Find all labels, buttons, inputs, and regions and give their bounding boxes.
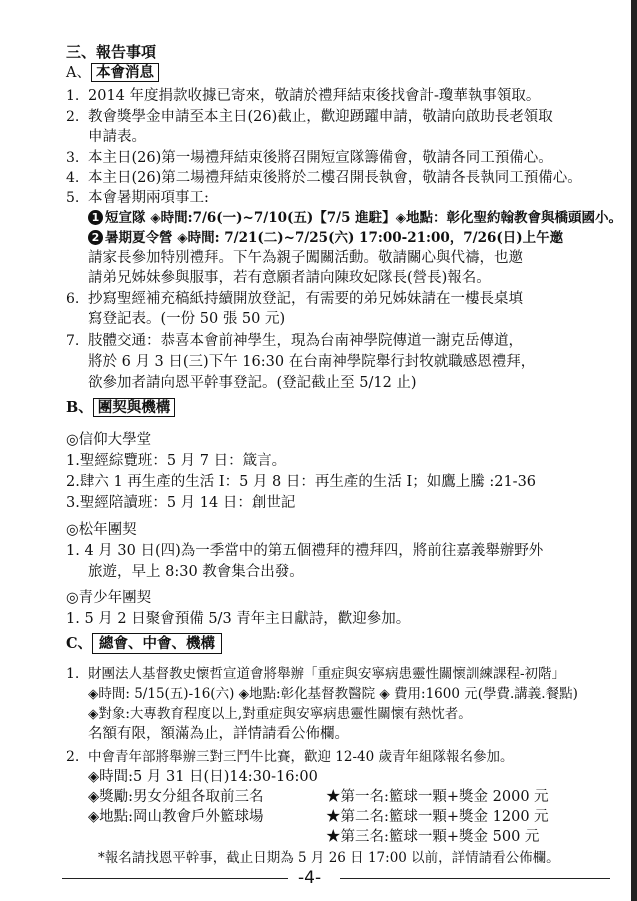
camp-2-line-2: 請家長參加特別禮拜。下午為親子闖關活動。敬請關心與代禱，也邀 [88,250,523,266]
prize-first: ★第一名:籃球一顆+獎金 2000 元 [326,789,549,805]
camp-2-text: 暑期夏令營 ◈時間: 7/21(二)~7/25(六) 17:00-21:00，7/26(日)上午邀 [105,230,564,246]
camp-1-text: 短宣隊 ◈時間:7/6(一)~7/10(五)【7/5 進駐】◈地點：彰化聖約翰教會與橋頭國小。 [105,210,623,226]
section-b-title: 團契與機構 [93,398,176,417]
section-b-label: B、 [66,399,93,416]
c-item-1-line-3: ◈對象:大專教育程度以上,對重症與安寧病患靈性關懷有熱忱者。 [88,706,472,722]
songnian-title: ◎松年團契 [66,522,137,538]
news-item-6: 抄寫聖經補充稿紙持續開放登記，有需要的弟兄姊妹請在一樓長桌填 [88,291,523,307]
list-item: 3.聖經陪讀班：5 月 14 日：創世記 [66,495,296,511]
list-item-cont: 旅遊，早上 8:30 教會集合出發。 [88,564,304,580]
page-number: -4- [298,868,322,888]
scan-edge [631,0,637,901]
prize-third: ★第三名:籃球一顆+獎金 500 元 [326,829,540,845]
item-number: 1. [66,88,80,104]
footer-rule-right [340,878,610,879]
section-c-header [66,634,222,654]
registration-note: *報名請找恩平幹事，截止日期為 5 月 26 日 17:00 以前，詳情請看公佈欄。 [98,850,560,866]
item-number: 3. [66,150,80,166]
item-number: 1. [66,666,80,682]
news-item-7-cont-2: 欲參加者請向恩平幹事登記。(登記截止至 5/12 止) [88,375,417,391]
prize-second: ★第二名:籃球一顆+獎金 1200 元 [326,809,549,825]
c-item-1-line-2: ◈時間: 5/15(五)-16(六) ◈地點:彰化基督教醫院 ◈ 費用:1600 元(學費.講義.餐點) [88,686,578,702]
news-item-3: 本主日(26)第一場禮拜結束後將召開短宣隊籌備會，敬請各同工預備心。 [88,150,553,166]
c-item-2-reward: ◈獎勵:男女分組各取前三名 [88,789,264,805]
c-item-2: 中會青年部將舉辦三對三鬥牛比賽，歡迎 12-40 歲青年組隊報名參加。 [88,749,514,765]
number-one-icon: 1 [88,210,103,225]
section-a-label: A、 [66,65,91,81]
camp-short-term-mission [88,208,622,228]
list-item: 1. 4 月 30 日(四)為一季當中的第五個禮拜的禮拜四，將前往嘉義舉辦野外 [66,543,544,559]
section-b-header [66,398,175,418]
camp-2-line-3: 請弟兄姊妹參與服事，若有意願者請向陳玫妃隊長(營長)報名。 [88,270,491,286]
c-item-2-place: ◈地點:岡山教會戶外籃球場 [88,809,264,825]
news-item-6-cont: 寫登記表。(一份 50 張 50 元) [88,311,286,327]
number-two-icon: 2 [88,230,103,245]
news-item-4: 本主日(26)第二場禮拜結束後將於二樓召開長執會，敬請各長執同工預備心。 [88,170,582,186]
item-number: 2. [66,109,80,125]
item-number: 6. [66,291,80,307]
camp-summer [88,228,563,248]
section-a-title: 本會消息 [91,63,159,82]
c-item-1-line-4: 名額有限，額滿為止，詳情請看公佈欄。 [88,726,349,742]
xinyang-title: ◎信仰大學堂 [66,432,152,448]
news-item-1: 2014 年度捐款收據已寄來，敬請於禮拜結束後找會計-瓊華執事領取。 [88,88,541,104]
list-item: 1.聖經綜覽班：5 月 7 日：箴言。 [66,453,287,469]
item-number: 2. [66,749,80,765]
section-c-title: 總會、中會、機構 [92,633,222,654]
news-item-7: 肢體交通：恭喜本會前神學生，現為台南神學院傳道一謝克岳傳道， [88,333,523,349]
footer-rule-left [62,878,288,879]
c-item-2-time: ◈時間:5 月 31 日(日)14:30-16:00 [88,769,318,785]
news-item-2: 教會獎學金申請至本主日(26)截止，歡迎踴躍申請，敬請向啟助長老領取 [88,109,553,125]
section-c-label: C、 [66,635,93,652]
list-item: 2.肆六 1 再生產的生活 I：5 月 8 日：再生產的生活 I；如鷹上騰 :21-36 [66,474,537,490]
item-number: 4. [66,170,80,186]
item-number: 5. [66,190,80,206]
qingshao-title: ◎青少年團契 [66,590,152,606]
item-number: 7. [66,333,80,349]
news-item-7-cont: 將於 6 月 3 日(三)下午 16:30 在台南神學院舉行封牧就職感恩禮拜， [88,354,536,370]
c-item-1: 財團法人基督教史懷哲宣道會將舉辦「重症與安寧病患靈性關懷訓練課程-初階」 [88,666,566,682]
list-item: 1. 5 月 2 日聚會預備 5/3 青年主日獻詩，歡迎參加。 [66,611,411,627]
section-title: 三、報告事項 [66,43,157,61]
news-item-5: 本會暑期兩項事工: [88,190,209,206]
section-a-header [66,63,159,83]
news-item-2-cont: 申請表。 [88,129,146,145]
